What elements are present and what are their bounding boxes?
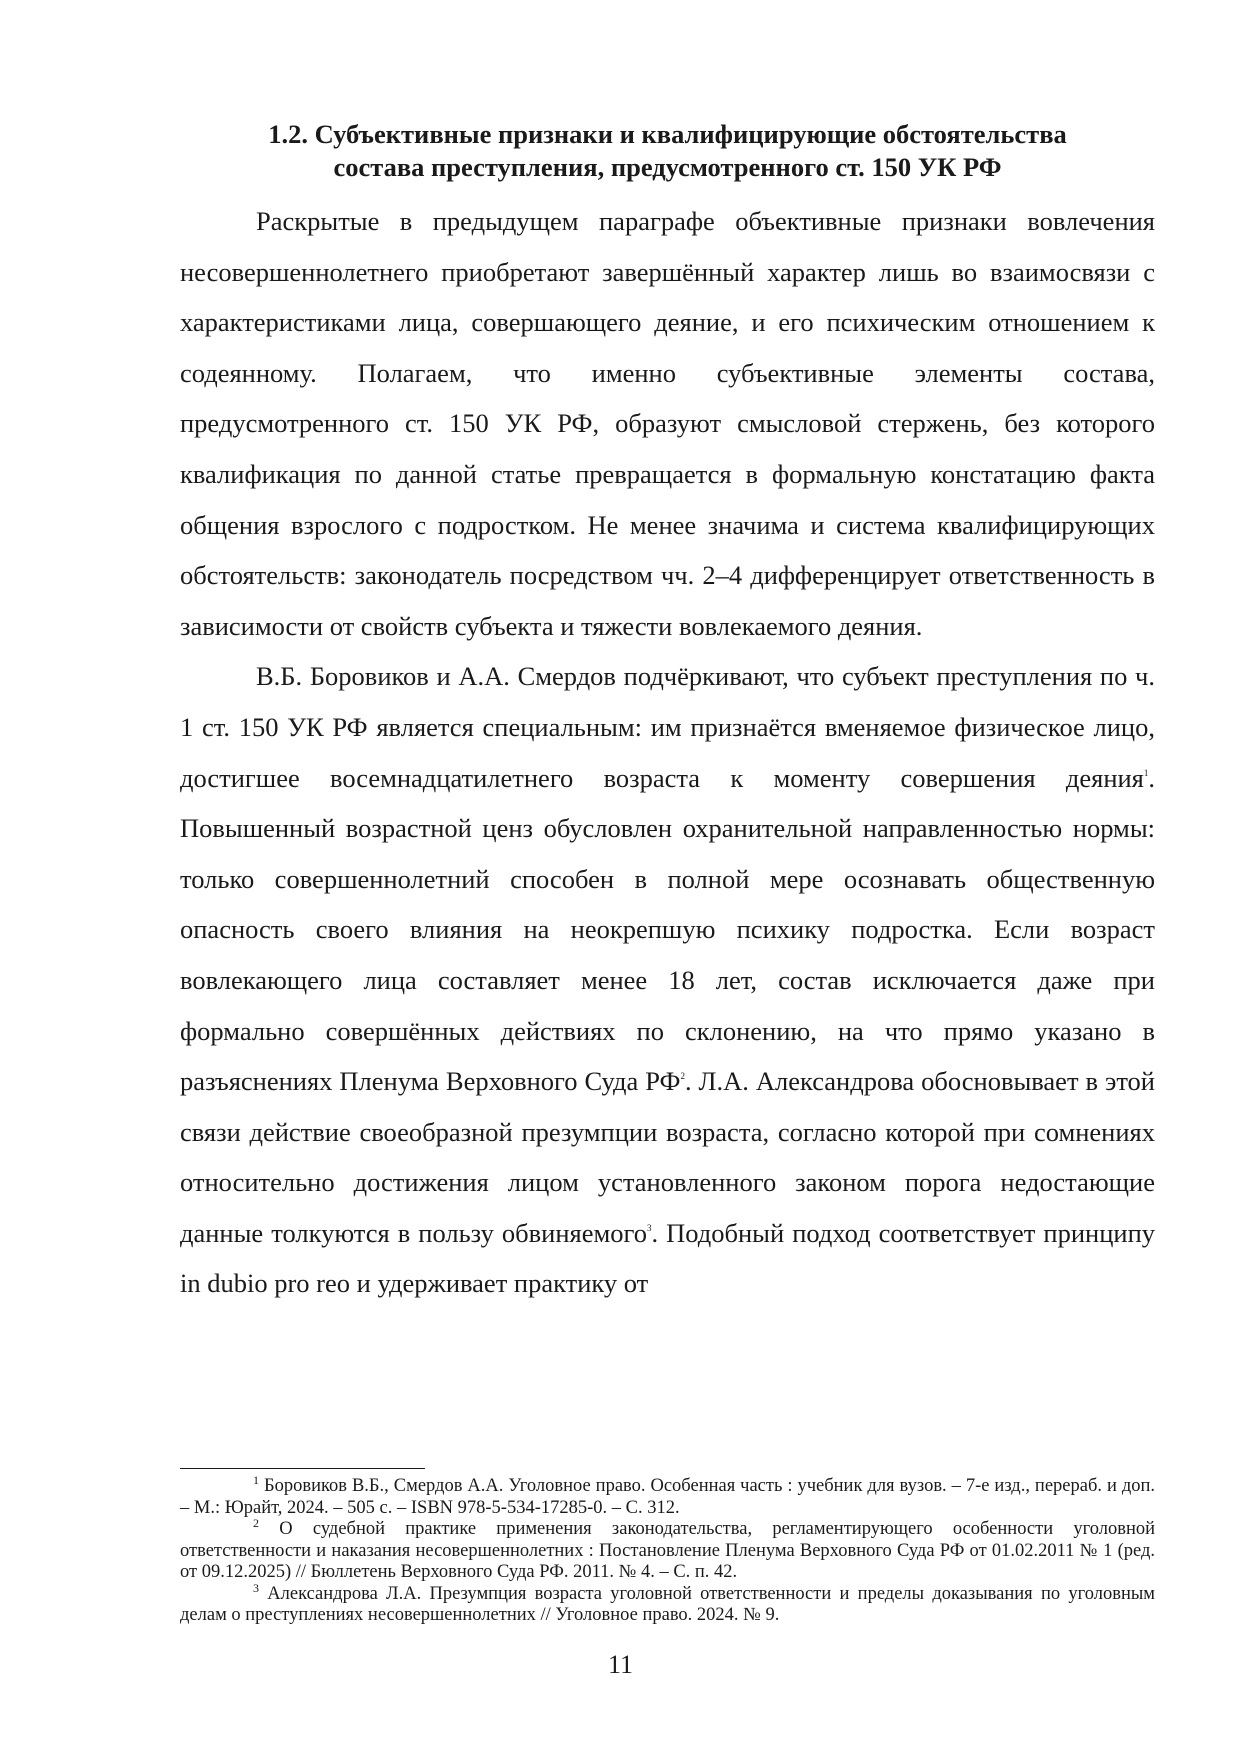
footnote-1 [180,1473,1156,1519]
paragraph-2-text-part-1: В.Б. Боровиков и А.А. Смердов подчёркивают, что субъект преступления по ч. 1 ст. 150 УК РФ является специальным: им признаётся вменяемое физическое лицо, достигшее восемнадцатилетнего возраста к моменту совершения деяния [180,661,1155,793]
paragraph-1: Раскрытые в предыдущем параграфе объективные признаки вовлечения несовершеннолетнего приобретают завершённый характер лишь во взаимосвязи с характеристиками лица, совершающего деяние, и его психическим отношением к содеянному. Полагаем, что именно субъективные элементы состава, предусмотренного ст. 150 УК РФ, образуют смысловой стержень, без которого квалификация по данной статье превращается в формальную констатацию факта общения взрослого с подростком. Не менее значима и система квалифицирующих обстоятельств: законодатель посредством чч. 2–4 дифференцирует ответственность в зависимости от свойств субъекта и тяжести вовлекаемого деяния. [180,206,1155,641]
footnote-separator [180,1468,425,1469]
paragraph-2-text-part-2: . Повышенный возрастной ценз обусловлен охранительной направленностью нормы: только совершеннолетний способен в полной мере осознавать общественную опасность своего влияния на неокрепшую психику подростка. Если возраст вовлекающего лица составляет менее 18 лет, состав исключается даже при формально совершённых действиях по склонению, на что прямо указано в разъяснениях Пленума Верховного Суда РФ [180,762,1155,1097]
footnote-ref-3[interactable]: 3 [646,1222,652,1233]
footnote-2 [180,1516,1155,1584]
section-heading-line-1: 1.2. Субъективные признаки и квалифицирующие обстоятельства [268,119,1067,149]
footnote-ref-1[interactable]: 1 [1143,767,1149,778]
paragraph-2-text-part-4: . Подобный подход соответствует принципу in dubio pro reo и удерживает практику от [180,1217,1155,1299]
footnote-2-number: 2 [253,1516,259,1530]
footnote-2-text: О судебной практике применения законодательства, регламентирующего особенности уголовной ответственности и наказания несовершеннолетних : Постановление Пленума Верховного Суда РФ от 01.02.2011 № 1 (ред. от 09.12.2025) // Бюллетень Верховного Суда РФ. 2011. № 4. – С. п. 42. [180,1519,1155,1582]
body-text [180,196,1155,1309]
footnote-1-text: Боровиков В.Б., Смердов А.А. Уголовное право. Особенная часть : учебник для вузов. – 7-е изд., перераб. и доп. – М.: Юрайт, 2024. – 505 с. – ISBN 978-5-534-17285-0. – С. 312. [180,1476,1156,1518]
section-heading-line-2: состава преступления, предусмотренного ст. 150 УК РФ [333,152,1002,182]
footnote-1-number: 1 [253,1473,259,1487]
footnote-ref-2[interactable]: 2 [680,1071,685,1082]
page-number: 11 [607,1650,634,1679]
footnote-3-text: Александрова Л.А. Презумпция возраста уголовной ответственности и пределы доказывания по уголовным делам о преступлениях несовершеннолетних // Уголовное право. 2024. № 9. [180,1583,1156,1625]
paragraph-2-text-part-3: . Л.А. Александрова обосновывает в этой связи действие своеобразной презумпции возраста, согласно которой при сомнениях относительно достижения лицом установленного законом порога недостающие данные толкуются в пользу обвиняемого [180,1066,1155,1248]
paragraph-2 [180,651,1155,1309]
footnote-3-number: 3 [253,1580,259,1595]
footnotes [180,1473,1156,1627]
section-heading [180,118,1155,184]
footnote-3 [180,1580,1156,1627]
